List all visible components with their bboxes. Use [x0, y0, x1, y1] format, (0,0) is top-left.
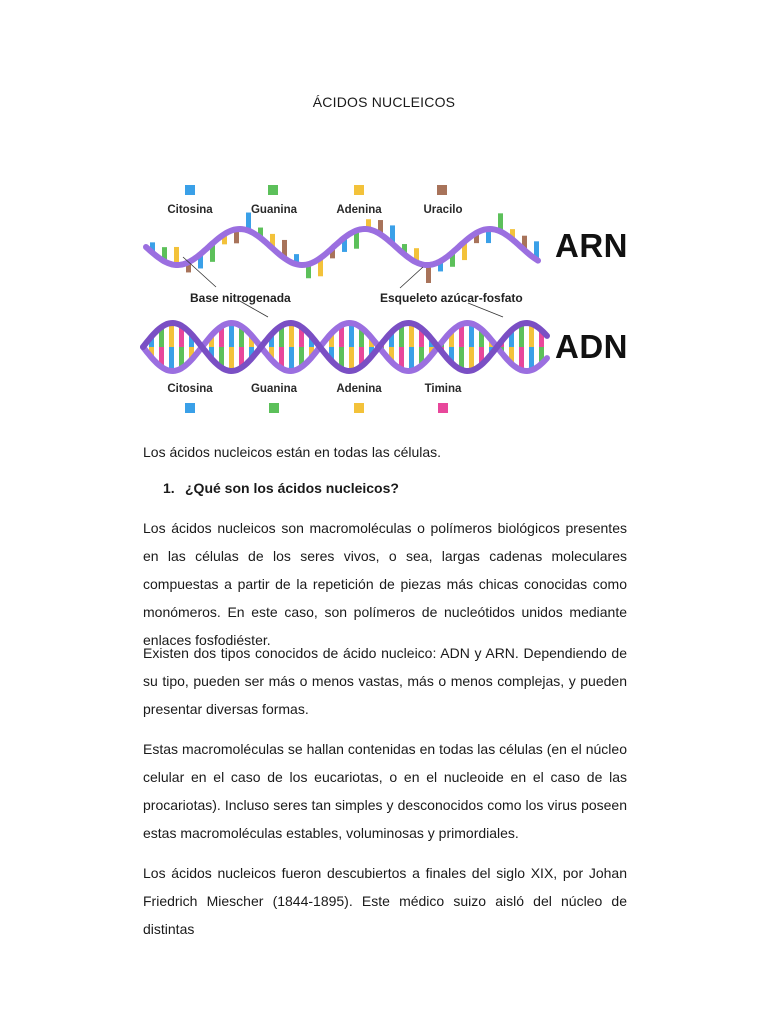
callout-base-nitrogenada: Base nitrogenada [190, 291, 291, 305]
nuc-label-bottom-1: Guanina [250, 383, 298, 395]
paragraph-1: Los ácidos nucleicos son macromoléculas o polímeros biológicos presentes en las células de los seres vivos, o sea, largas cadenas moleculares compuestas a partir de la repetición de piezas más chicas conocidas como monómeros. En este caso, son polímeros de nucleótidos unidos mediante enlaces fosfodiéster. [143, 520, 627, 648]
callout-line-backbone-2 [468, 303, 503, 317]
callout-line-backbone-1 [400, 267, 423, 288]
nuc-label-top-2: Adenina [336, 204, 382, 216]
nuc-label-top-3: Uracilo [423, 204, 463, 216]
nuc-label-top-0: Citosina [167, 204, 213, 216]
dna-base-pair-half [169, 347, 174, 371]
intro-paragraph: Los ácidos nucleicos están en todas las células. [143, 444, 442, 460]
callout-esqueleto: Esqueleto azúcar-fosfato [380, 291, 523, 305]
dna-double-helix [143, 323, 547, 371]
nuc-label-bottom-2: Adenina [336, 383, 382, 395]
nuc-label-bottom-0: Citosina [167, 383, 213, 395]
nuc-label-bottom-3: Timina [424, 383, 462, 395]
adenina-square-bottom [354, 403, 364, 413]
timina-square-bottom [438, 403, 448, 413]
dna-base-pair-half [349, 323, 354, 347]
dna-base-pair-half [349, 347, 354, 371]
nuc-label-top-1: Guanina [250, 204, 298, 216]
document-title: ÁCIDOS NUCLEICOS [312, 94, 456, 110]
dna-base-pair-half [289, 347, 294, 371]
heading-number: 1. [163, 480, 175, 496]
dna-base-pair-half [169, 323, 174, 347]
rna-strand [146, 213, 539, 283]
paragraph-4: Los ácidos nucleicos fueron descubiertos a finales del siglo XIX, por Johan Friedrich Miescher (1844-1895). Este médico suizo aisló del núcleo de distintas [143, 865, 627, 937]
adn-label: ADN [555, 328, 628, 365]
section-heading-1 [163, 480, 399, 496]
dna-base-pair-half [229, 323, 234, 347]
dna-rna-figure [138, 175, 638, 420]
dna-base-pair-half [289, 323, 294, 347]
guanina-square-bottom [269, 403, 279, 413]
paragraph-2: Existen dos tipos conocidos de ácido nucleico: ADN y ARN. Dependiendo de su tipo, pueden ser más o menos vastas, más o menos complejas, y pueden presentar diversas formas. [143, 645, 627, 717]
paragraph-3: Estas macromoléculas se hallan contenidas en todas las células (en el núcleo celular en el caso de los eucariotas, o en el nucleoide en el caso de las procariotas). Incluso seres tan simples y desconocidos como los virus poseen estas macromoléculas estables, voluminosas y primordiales. [143, 741, 627, 841]
dna-base-pair-half [229, 347, 234, 371]
citosina-square-bottom [185, 403, 195, 413]
arn-label: ARN [555, 227, 628, 264]
heading-text: ¿Qué son los ácidos nucleicos? [185, 480, 399, 496]
